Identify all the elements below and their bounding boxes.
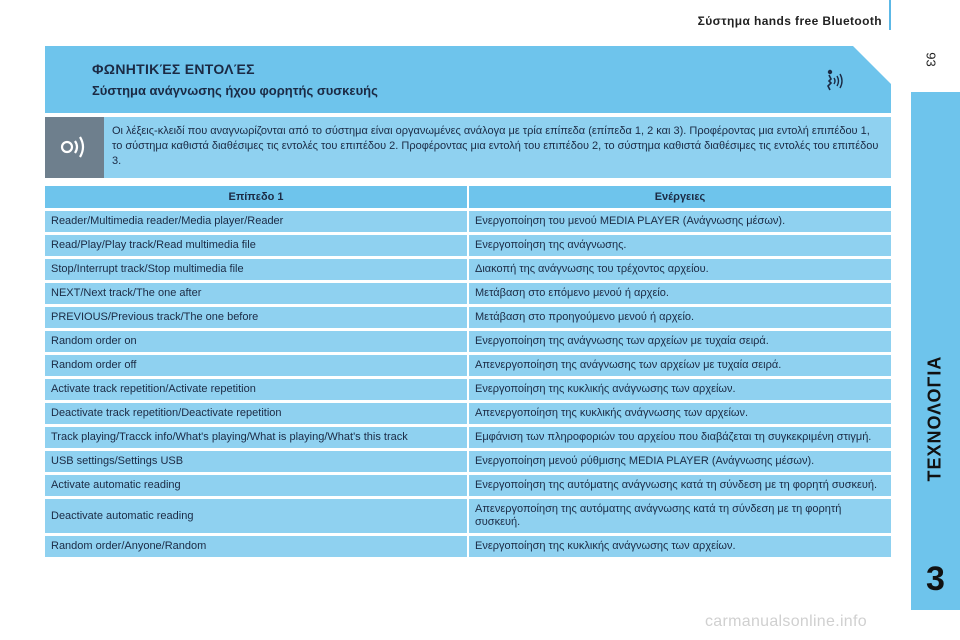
table-row	[45, 331, 891, 352]
table-row	[45, 355, 891, 376]
table-row	[45, 403, 891, 424]
action-cell: Απενεργοποίηση της κυκλικής ανάγνωσης των αρχείων.	[469, 403, 891, 424]
table-header-row	[45, 186, 891, 208]
voice-commands-table	[45, 183, 891, 560]
command-cell: Stop/Interrupt track/Stop multimedia file	[45, 259, 469, 280]
table-row	[45, 475, 891, 496]
action-cell: Ενεργοποίηση του μενού MEDIA PLAYER (Ανάγνωσης μέσων).	[469, 211, 891, 232]
page-number: 93	[923, 52, 939, 67]
watermark: carmanualsonline.info	[705, 613, 867, 630]
table-row	[45, 307, 891, 328]
command-cell: Deactivate automatic reading	[45, 499, 469, 533]
chapter-side-tab	[911, 92, 960, 610]
section-banner	[45, 46, 891, 113]
action-cell: Ενεργοποίηση της κυκλικής ανάγνωσης των αρχείων.	[469, 536, 891, 557]
command-cell: Random order off	[45, 355, 469, 376]
command-cell: PREVIOUS/Previous track/The one before	[45, 307, 469, 328]
table-row	[45, 451, 891, 472]
column-header-actions: Ενέργειες	[469, 186, 891, 208]
table-row	[45, 235, 891, 256]
table-row	[45, 259, 891, 280]
command-cell: Activate track repetition/Activate repetition	[45, 379, 469, 400]
command-cell: Activate automatic reading	[45, 475, 469, 496]
command-cell: Random order/Anyone/Random	[45, 536, 469, 557]
column-header-level: Επίπεδο 1	[45, 186, 469, 208]
action-cell: Ενεργοποίηση της αυτόματης ανάγνωσης κατά τη σύνδεση με τη φορητή συσκευή.	[469, 475, 891, 496]
action-cell: Ενεργοποίηση μενού ρύθμισης MEDIA PLAYER (Ανάγνωσης μέσων).	[469, 451, 891, 472]
chapter-side-tab-label	[925, 436, 946, 482]
action-cell: Μετάβαση στο προηγούμενο μενού ή αρχείο.	[469, 307, 891, 328]
command-cell: Deactivate track repetition/Deactivate repetition	[45, 403, 469, 424]
action-cell: Ενεργοποίηση της κυκλικής ανάγνωσης των αρχείων.	[469, 379, 891, 400]
section-title: ΦΩΝΗΤΙΚΈΣ ΕΝΤΟΛΈΣ	[92, 61, 255, 77]
chapter-number: 3	[926, 560, 945, 598]
action-cell: Μετάβαση στο επόμενο μενού ή αρχείο.	[469, 283, 891, 304]
command-cell: USB settings/Settings USB	[45, 451, 469, 472]
table-row	[45, 379, 891, 400]
action-cell: Απενεργοποίηση της αυτόματης ανάγνωσης κατά τη σύνδεση με τη φορητή συσκευή.	[469, 499, 891, 533]
table-row	[45, 283, 891, 304]
action-cell: Ενεργοποίηση της ανάγνωσης.	[469, 235, 891, 256]
section-subtitle: Σύστημα ανάγνωσης ήχου φορητής συσκευής	[92, 83, 378, 98]
speaker-icon	[58, 132, 92, 162]
command-cell: NEXT/Next track/The one after	[45, 283, 469, 304]
command-cell: Read/Play/Play track/Read multimedia file	[45, 235, 469, 256]
action-cell: Απενεργοποίηση της ανάγνωσης των αρχείων με τυχαία σειρά.	[469, 355, 891, 376]
voice-command-icon	[818, 66, 848, 96]
command-cell: Track playing/Tracck info/What's playing/What is playing/What's this track	[45, 427, 469, 448]
command-cell: Random order on	[45, 331, 469, 352]
running-header: Σύστημα hands free Bluetooth	[697, 14, 882, 28]
action-cell: Ενεργοποίηση της ανάγνωσης των αρχείων με τυχαία σειρά.	[469, 331, 891, 352]
command-cell: Reader/Multimedia reader/Media player/Reader	[45, 211, 469, 232]
table-row	[45, 427, 891, 448]
table-row	[45, 499, 891, 533]
header-rule	[889, 0, 891, 30]
action-cell: Διακοπή της ανάγνωσης του τρέχοντος αρχείου.	[469, 259, 891, 280]
table-row	[45, 536, 891, 557]
action-cell: Εμφάνιση των πληροφοριών του αρχείου που διαβάζεται τη συγκεκριμένη στιγμή.	[469, 427, 891, 448]
info-text: Οι λέξεις-κλειδί που αναγνωρίζονται από το σύστημα είναι οργανωμένες ανάλογα με τρία επίπεδα (επίπεδα 1, 2 και 3). Προφέροντας μια εντολή επιπέδου 1, το σύστημα καθιστά διαθέσιμες τις εντολές του επιπέδου 2. Προφέροντας μια εντολή του επιπέδου 2, το σύστημα καθιστά διαθέσιμες τις εντολές του επιπέδου 3.	[112, 125, 879, 167]
table-row	[45, 211, 891, 232]
